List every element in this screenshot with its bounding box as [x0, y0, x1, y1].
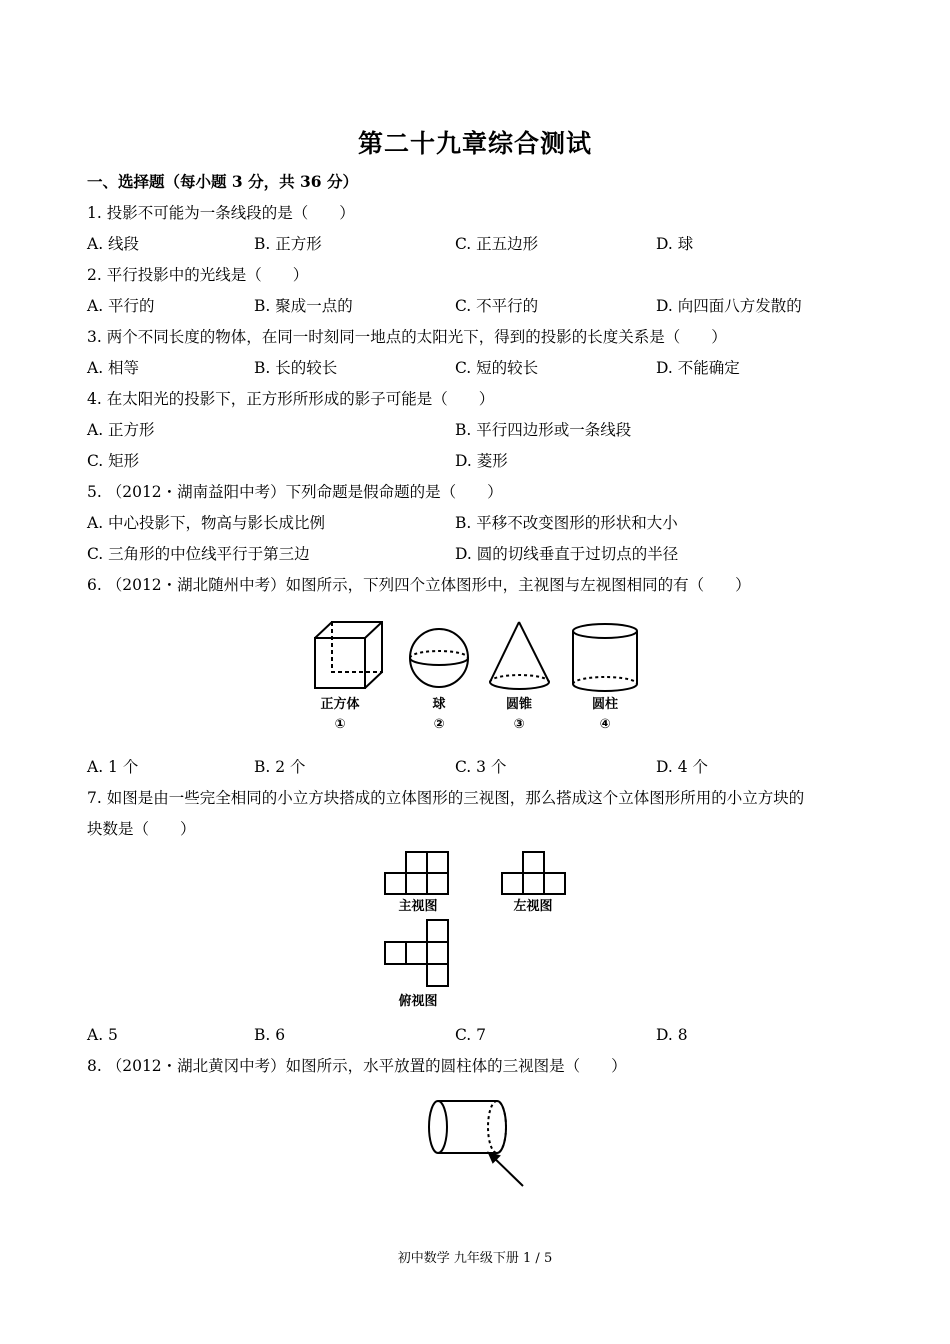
page-title: 第二十九章综合测试: [357, 129, 592, 158]
cone-number: ③: [513, 717, 525, 732]
q6-option-c: C. 3 个: [455, 758, 507, 776]
question-7-stem-cont: 块数是（ ）: [87, 820, 196, 838]
horizontal-cylinder-figure: [420, 1095, 540, 1195]
cylinder-label: 圆柱: [591, 697, 619, 712]
q6-option-b: B. 2 个: [254, 758, 306, 776]
q5-option-a: A. 中心投影下，物高与影长成比例: [87, 514, 326, 532]
q7-option-b: B. 6: [254, 1026, 286, 1044]
q3-option-a: A. 相等: [87, 359, 140, 377]
question-4-stem: 4. 在太阳光的投影下，正方形所形成的影子可能是（ ）: [87, 390, 495, 408]
q3-option-c: C. 短的较长: [455, 359, 539, 377]
q3-option-b: B. 长的较长: [254, 359, 338, 377]
q2-option-c: C. 不平行的: [455, 297, 539, 315]
question-1-stem: 1. 投影不可能为一条线段的是（ ）: [87, 204, 355, 222]
front-view-label: 主视图: [398, 899, 438, 914]
q2-option-a: A. 平行的: [87, 297, 155, 315]
solids-figure: [300, 616, 660, 736]
cube-label: 正方体: [320, 697, 360, 712]
q7-option-a: A. 5: [87, 1026, 118, 1044]
q5-option-d: D. 圆的切线垂直于过切点的半径: [455, 545, 679, 563]
three-views-figure: [375, 848, 575, 1012]
front-view-drawing: [385, 852, 448, 894]
q3-option-d: D. 不能确定: [656, 359, 740, 377]
q5-option-b: B. 平移不改变图形的形状和大小: [455, 514, 678, 532]
sphere-label: 球: [432, 697, 446, 712]
left-view-drawing: [502, 852, 565, 894]
sphere-drawing: [410, 629, 468, 687]
sphere-number: ②: [433, 717, 445, 732]
cube-drawing: [315, 622, 382, 688]
q5-option-c: C. 三角形的中位线平行于第三边: [87, 545, 310, 563]
q1-option-b: B. 正方形: [254, 235, 322, 253]
top-view-label: 俯视图: [398, 994, 438, 1009]
q7-option-c: C. 7: [455, 1026, 487, 1044]
left-view-label: 左视图: [513, 899, 553, 914]
cone-label: 圆锥: [505, 697, 533, 712]
cone-drawing: [490, 622, 549, 689]
q1-option-d: D. 球: [656, 235, 694, 253]
q1-option-c: C. 正五边形: [455, 235, 539, 253]
top-view-drawing: [385, 920, 448, 986]
question-8-stem: 8. （2012・湖北黄冈中考）如图所示，水平放置的圆柱体的三视图是（ ）: [87, 1057, 627, 1075]
question-7-stem: 7. 如图是由一些完全相同的小立方块搭成的立体图形的三视图，那么搭成这个立体图形所用的小立方块的: [87, 789, 805, 807]
q2-option-d: D. 向四面八方发散的: [656, 297, 802, 315]
question-3-stem: 3. 两个不同长度的物体，在同一时刻同一地点的太阳光下，得到的投影的长度关系是（ ）: [87, 328, 727, 346]
q2-option-b: B. 聚成一点的: [254, 297, 353, 315]
cylinder-drawing: [573, 624, 637, 691]
q6-option-d: D. 4 个: [656, 758, 709, 776]
q7-option-d: D. 8: [656, 1026, 688, 1044]
section-heading: 一、选择题（每小题 3 分，共 36 分）: [87, 172, 358, 191]
cylinder-number: ④: [599, 717, 611, 732]
q4-option-a: A. 正方形: [87, 421, 155, 439]
page-footer: 初中数学 九年级下册 1 / 5: [397, 1251, 553, 1266]
cube-number: ①: [334, 717, 346, 732]
question-2-stem: 2. 平行投影中的光线是（ ）: [87, 266, 309, 284]
q4-option-c: C. 矩形: [87, 452, 140, 470]
q4-option-b: B. 平行四边形或一条线段: [455, 421, 632, 439]
question-6-stem: 6. （2012・湖北随州中考）如图所示，下列四个立体图形中，主视图与左视图相同的有（ ）: [87, 576, 751, 594]
q1-option-a: A. 线段: [87, 235, 140, 253]
q4-option-d: D. 菱形: [455, 452, 508, 470]
q6-option-a: A. 1 个: [87, 758, 139, 776]
question-5-stem: 5. （2012・湖南益阳中考）下列命题是假命题的是（ ）: [87, 483, 503, 501]
